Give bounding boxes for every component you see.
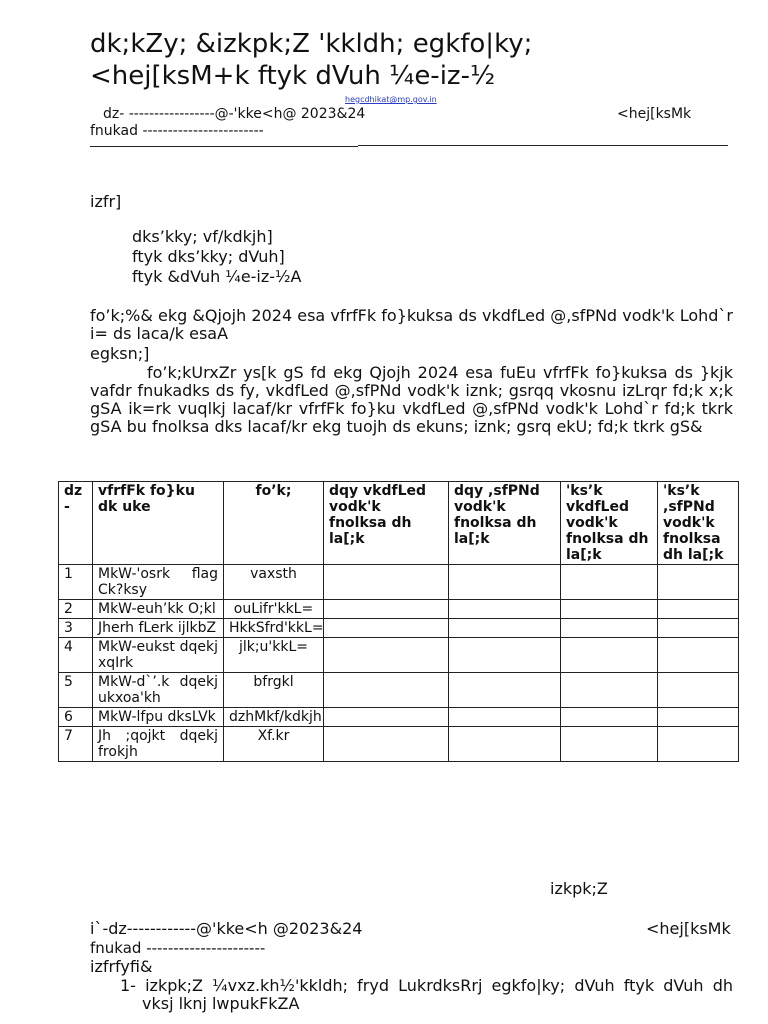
row-optional: [449, 708, 561, 727]
row-balance-casual: [561, 638, 658, 673]
table-row: [59, 619, 739, 638]
header-balance-casual: 'ks’k vkdfLed vodk'k fnolksa dh la[;k: [561, 482, 658, 565]
row-sno: 6: [59, 708, 93, 727]
row-name: MkW-'osrk flag Ck?ksy: [93, 565, 224, 600]
row-subject: HkkSfrd'kkL=: [224, 619, 324, 638]
row-balance-casual: [561, 600, 658, 619]
row-optional: [449, 565, 561, 600]
reference-date: fnukad ------------------------: [90, 123, 264, 139]
row-casual: [324, 619, 449, 638]
row-optional: [449, 619, 561, 638]
row-sno: 2: [59, 600, 93, 619]
row-sno: 5: [59, 673, 93, 708]
row-name: MkW-euh’kk O;kl: [93, 600, 224, 619]
table-row: [59, 638, 739, 673]
table-header-row: [59, 482, 739, 565]
title-line-1: dk;kZy; &izkpk;Z 'kkldh; egkfo|ky;: [90, 29, 533, 59]
reference-place: <hej[ksMk: [617, 106, 692, 122]
header-subject: fo’k;: [224, 482, 324, 565]
header-sno: dz -: [59, 482, 93, 565]
list-item: 1- izkpk;Z ¼vxz.kh½'kkldh; fryd LukrdksRrj egkfo|ky; dVuh ftyk dVuh dh vksj lknj lwpukFkZA: [120, 976, 733, 1013]
header-balance-optional: 'ks’k ,sfPNd vodk'k fnolksa dh la[;k: [658, 482, 739, 565]
row-casual: [324, 708, 449, 727]
row-name: MkW-eukst dqekj xqIrk: [93, 638, 224, 673]
row-sno: 7: [59, 727, 93, 762]
row-balance-casual: [561, 565, 658, 600]
row-casual: [324, 638, 449, 673]
recipient-line-2: ftyk dks’kky; dVuh]: [132, 247, 285, 266]
row-sno: 1: [59, 565, 93, 600]
row-balance-optional: [658, 565, 739, 600]
row-casual: [324, 727, 449, 762]
email-link[interactable]: hegcdhikat@mp.gov.in: [345, 95, 437, 104]
row-subject: bfrgkl: [224, 673, 324, 708]
row-balance-optional: [658, 638, 739, 673]
row-sno: 4: [59, 638, 93, 673]
footer-reference-date: fnukad ----------------------: [90, 939, 266, 957]
copy-to-label: izfrfyfi&: [90, 957, 153, 976]
row-subject: ouLifr'kkL=: [224, 600, 324, 619]
salutation: egksn;]: [90, 344, 150, 363]
row-balance-casual: [561, 727, 658, 762]
copy-to-list: [120, 977, 733, 1013]
row-casual: [324, 600, 449, 619]
row-subject: Xf.kr: [224, 727, 324, 762]
recipient-line-3: ftyk &dVuh ¼e-iz-½A: [132, 267, 302, 286]
row-balance-optional: [658, 727, 739, 762]
row-name: Jh ;qojkt dqekj frokjh: [93, 727, 224, 762]
body-paragraph: fo’k;kUrxZr ys[k gS fd ekg Qjojh 2024 esa fuEu vfrfFk fo}kuksa ds }kjk vafdr fnukadks ds fy, vkdfLed @,sfPNd vodk'k iznk; gsrqq vkosnu izLrqr fd;k x;k gSA ik=rk vuqlkj lacaf/kr vfrfFk fo}ku vkdfLed @,sfPNd vodk'k Lohd`r fd;k tkrk gSA bu fnolksa dks lacaf/kr ekg tuojh ds ekuns; iznk; gsrq ekU; fd;k tkrk gS&: [90, 363, 733, 436]
row-optional: [449, 673, 561, 708]
row-subject: jlk;u'kkL=: [224, 638, 324, 673]
principal-signature: izkpk;Z: [550, 879, 608, 898]
subject-line: fo’k;%& ekg &Qjojh 2024 esa vfrfFk fo}kuksa ds vkdfLed @,sfPNd vodk'k Lohd`r i= ds laca/k esaA: [90, 306, 733, 343]
row-balance-casual: [561, 619, 658, 638]
header-casual-leave: dqy vkdfLed vodk'k fnolksa dh la[;k: [324, 482, 449, 565]
reference-number: dz- -----------------@-'kke<h@ 2023&24: [103, 106, 366, 122]
row-optional: [449, 727, 561, 762]
row-casual: [324, 565, 449, 600]
row-subject: vaxsth: [224, 565, 324, 600]
row-name: MkW-d`’.k dqekj ukxoa'kh: [93, 673, 224, 708]
row-balance-casual: [561, 673, 658, 708]
table-row: [59, 727, 739, 762]
row-optional: [449, 638, 561, 673]
row-casual: [324, 673, 449, 708]
title-line-2: <hej[ksM+k ftyk dVuh ¼e-iz-½: [90, 61, 496, 91]
table-row: [59, 600, 739, 619]
row-balance-optional: [658, 673, 739, 708]
table-row: [59, 673, 739, 708]
row-subject: dzhMkf/kdkjh: [224, 708, 324, 727]
header-divider-right: [358, 145, 728, 146]
header-optional-leave: dqy ,sfPNd vodk'k fnolksa dh la[;k: [449, 482, 561, 565]
footer-reference-place: <hej[ksMk: [646, 919, 731, 938]
leave-table: [58, 481, 739, 762]
row-name: MkW-lfpu dksLVk: [93, 708, 224, 727]
row-sno: 3: [59, 619, 93, 638]
row-optional: [449, 600, 561, 619]
header-divider-left: [90, 146, 358, 147]
header-name: vfrfFk fo}ku dk uke: [93, 482, 224, 565]
row-balance-optional: [658, 708, 739, 727]
row-balance-casual: [561, 708, 658, 727]
row-name: Jherh fLerk ijlkbZ: [93, 619, 224, 638]
table-row: [59, 708, 739, 727]
prati-label: izfr]: [90, 192, 122, 211]
college-letterhead-title: [90, 28, 532, 92]
table-row: [59, 565, 739, 600]
recipient-line-1: dks’kky; vf/kdkjh]: [132, 227, 273, 246]
row-balance-optional: [658, 619, 739, 638]
row-balance-optional: [658, 600, 739, 619]
footer-reference-number: i`-dz------------@'kke<h @2023&24: [90, 919, 363, 938]
